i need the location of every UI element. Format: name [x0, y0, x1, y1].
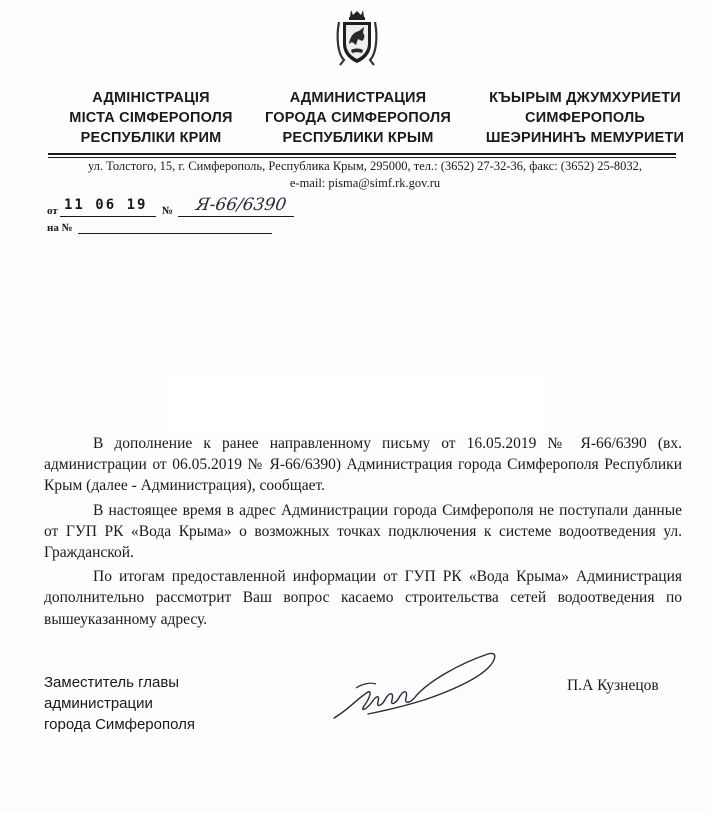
number-label: №: [162, 205, 174, 217]
header-crh-line-1: КЪЫРЫМ ДЖУМХУРИЕТИ: [489, 90, 681, 106]
paragraph-2: В настоящее время в адрес Администрации города Симферополя не поступали данные от ГУП РК «Вода Крыма» о возможных точках подключения к системе водоотведения ул. Гражданской.: [44, 501, 682, 562]
paragraph-3: По итогам предоставленной информации от ГУП РК «Вода Крыма» Администрация дополнительно рассмотрит Ваш вопрос касаемо строительства сетей водоотведения по вышеуказанному адресу.: [44, 568, 682, 628]
redacted-area: [165, 377, 543, 433]
header-russian: [252, 88, 464, 148]
header-ru-line-2: ГОРОДА СИМФЕРОПОЛЯ: [264, 110, 452, 126]
reference-underline: [78, 233, 272, 234]
position-line-1: Заместитель главы: [44, 674, 180, 691]
reference-label: на №: [47, 222, 73, 234]
header-uk-line-3: РЕСПУБЛІКИ КРИМ: [80, 130, 222, 146]
position-line-3: города Симферополя: [44, 716, 196, 733]
header-ukrainian: [50, 88, 252, 148]
signatory-name: П.А Кузнецов: [567, 677, 659, 694]
signatory-position: [44, 672, 195, 735]
paragraph-1: В дополнение к ранее направленному письму от 16.05.2019 № Я-66/6390 (вх. администрации от 06.05.2019 № Я-66/6390) Администрация города Симферополя Республики Крым (далее - Администрация), сообщает.: [44, 435, 682, 495]
header-uk-line-1: АДМІНІСТРАЦІЯ: [92, 90, 210, 106]
date-value: 11 06 19: [64, 197, 148, 213]
header-crimean-tatar: [474, 88, 696, 148]
header-ru-line-3: РЕСПУБЛИКИ КРЫМ: [282, 130, 434, 146]
date-label: от: [47, 205, 58, 217]
date-underline: [60, 216, 156, 217]
coat-of-arms-icon: [334, 8, 380, 68]
address-line: ул. Толстого, 15, г. Симферополь, Республика Крым, 295000, тел.: (3652) 27-32-36, факс: (3652) 25-8032,: [87, 159, 643, 173]
header-divider-thick: [48, 153, 676, 155]
number-underline: [178, 216, 294, 217]
letter-body: [44, 433, 682, 630]
number-value: Я-66/6390: [194, 195, 288, 215]
address-block: [40, 158, 690, 192]
header-uk-line-2: МІСТА СІМФЕРОПОЛЯ: [69, 110, 233, 126]
header-ru-line-1: АДМИНИСТРАЦИЯ: [289, 90, 427, 106]
handwritten-signature-icon: [328, 648, 503, 728]
header-crh-line-3: ШЕЭРИНИНЪ МЕМУРИЕТИ: [485, 130, 685, 146]
email-line: e-mail: pisma@simf.rk.gov.ru: [289, 176, 441, 190]
position-line-2: администрации: [44, 695, 153, 712]
header-crh-line-2: СИМФЕРОПОЛЬ: [525, 110, 645, 126]
